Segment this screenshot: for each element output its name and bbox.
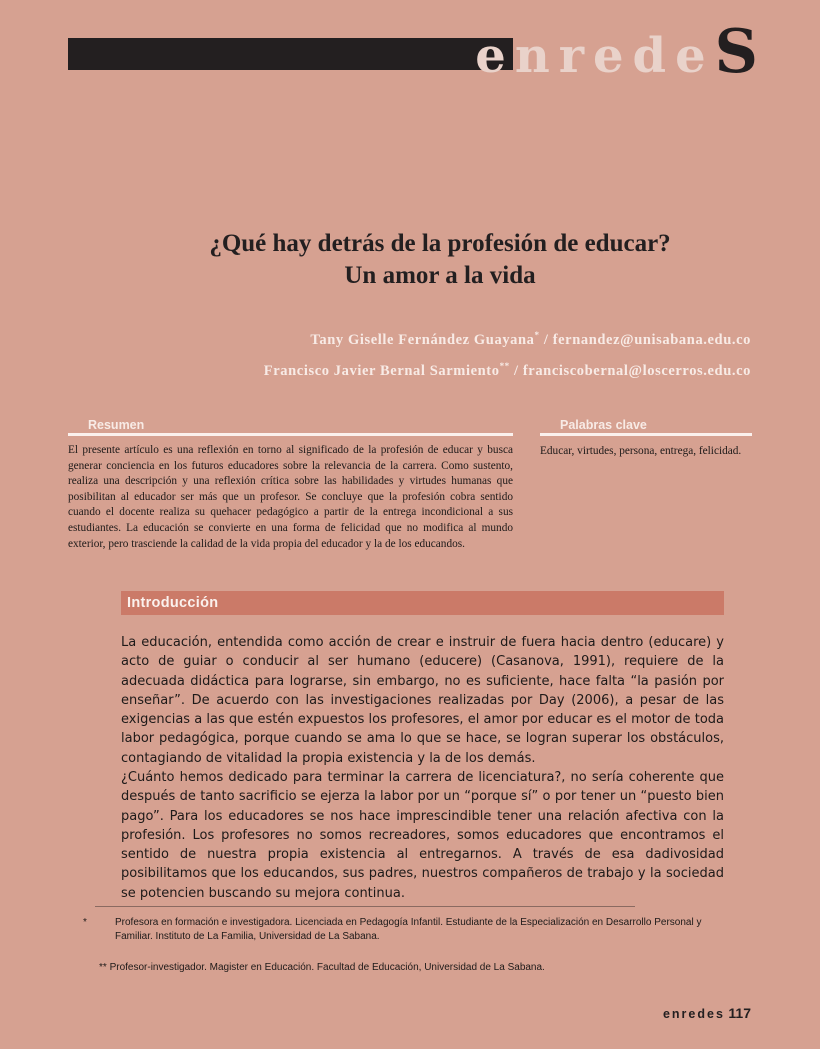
author-email: / franciscobernal@loscerros.edu.co: [509, 362, 751, 379]
abstract-label: Resumen: [88, 418, 145, 432]
footnote-mark: **: [499, 360, 510, 371]
keywords-text: Educar, virtudes, persona, entrega, felicidad.: [540, 445, 742, 457]
keywords-label: Palabras clave: [560, 418, 647, 432]
header-bar: [68, 38, 513, 70]
footnote-text: Profesora en formación e investigadora. Licenciada en Pedagogía Infantil. Estudiante de la Especialización en Desarrollo Personal y Familiar. Instituto de La Familia, Universidad de La Sabana.: [115, 917, 702, 942]
journal-logo: [475, 17, 758, 87]
page-footer: [663, 1005, 751, 1021]
body-paragraph-2: ¿Cuánto hemos dedicado para terminar la carrera de licenciatura?, no sería coherente que después de tanto sacrificio se ejerza la labor por un “porque sí” o por tener un “puesto bien pago”. Para los educadores se nos hace imprescindible tener una relación afectiva con la profesión. Los profesores no somos recreadores, somos educadores que encontramos el sentido de nuestra propia existencia al entregarnos. A través de esa dadivosidad posibilitamos que los educandos, sus padres, nuestros compañeros de trabajo y la sociedad se potencien buscando su mejora continua.: [121, 770, 724, 901]
abstract-rule: [68, 433, 513, 436]
body-paragraph-1: La educación, entendida como acción de crear e instruir de fuera hacia dentro (educare) y acto de guiar o conducir al ser humano (educere) (Casanova, 1991), requiere de la adecuada didáctica para lograrse, sin embargo, no es suficiente, hace falta “la pasión por enseñar”. De acuerdo con las investigaciones realizadas por Day (2006), a pesar de las exigencias a las que estén expuestos los profesores, el amor por educar es el motor de toda labor pedagógica, porque cuando se ama lo que se hace, se logran superar los obstáculos, contagiando de vitalidad la propia existencia y la de los demás.: [121, 635, 724, 766]
abstract-text: El presente artículo es una reflexión en torno al significado de la profesión de educar y busca generar conciencia en los futuros educadores sobre la relevancia de la carrera. Como sustento, realiza una descripción y una reflexión crítica sobre las habilidades y virtudes humanas que posibilitan al educador ser más que un profesor. Se concluye que la profesión cobra sentido cuando el docente realiza su quehacer pedagógico a partir de la entrega incondicional a sus estudiantes. La educación se convierte en una forma de felicidad que no modifica al mundo exterior, pero trasciende la calidad de la vida propia del educador y la de los educandos.: [68, 444, 513, 550]
author-2: [264, 353, 751, 384]
author-name: Tany Giselle Fernández Guayana: [310, 331, 535, 348]
footnote-mark: *: [83, 917, 87, 928]
footnote-1: [83, 916, 740, 943]
logo-s: S: [714, 17, 758, 87]
title-line-1: ¿Qué hay detrás de la profesión de educar?: [209, 230, 671, 257]
footnote-mark: **: [99, 962, 107, 973]
author-list: [264, 322, 751, 384]
section-heading-bar: [121, 591, 724, 615]
footnote-text: Profesor-investigador. Magister en Educación. Facultad de Educación, Universidad de La Sabana.: [109, 962, 545, 973]
article-title: [0, 228, 820, 292]
author-name: Francisco Javier Bernal Sarmiento: [263, 362, 500, 379]
logo-text: enrede: [475, 28, 715, 84]
footer-brand: enredes: [662, 1007, 725, 1021]
author-1: [264, 322, 751, 353]
section-heading: Introducción: [127, 595, 219, 611]
keywords-rule: [540, 433, 752, 436]
footnote-2: [99, 961, 724, 975]
footnote-mark: *: [534, 330, 540, 340]
footnote-rule: [95, 906, 635, 907]
title-line-2: Un amor a la vida: [344, 262, 536, 289]
page-number: 117: [728, 1005, 751, 1021]
author-email: / fernandez@unisabana.edu.co: [539, 331, 751, 348]
